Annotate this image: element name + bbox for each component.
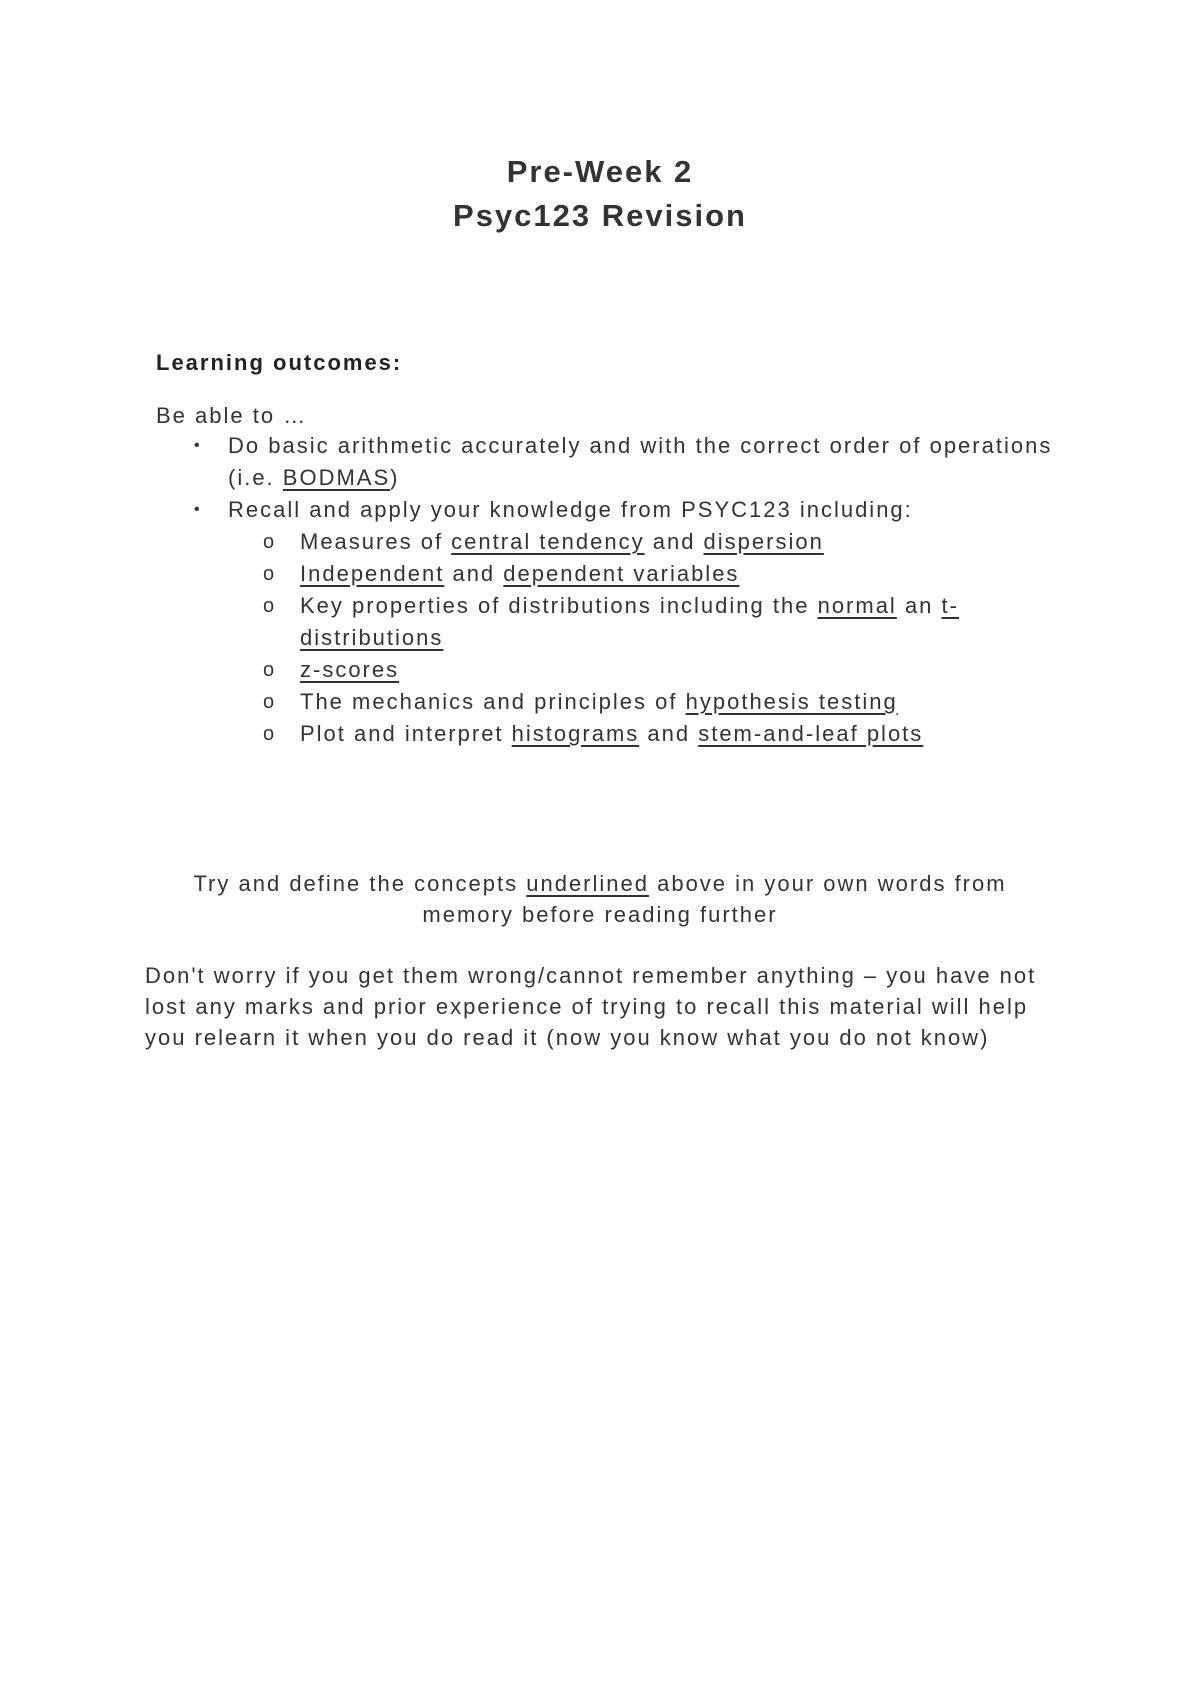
outcomes-list <box>156 430 1056 750</box>
sub-list-item <box>228 590 1056 654</box>
circle-bullet-icon: o <box>263 691 277 713</box>
underlined-term: BODMAS <box>282 465 391 490</box>
item-text: ) <box>390 465 400 490</box>
page-title: Pre-Week 2 <box>506 154 694 189</box>
learning-outcomes-heading: Learning outcomes: <box>156 350 403 375</box>
item-text: Do basic arithmetic accurately and with the correct order of operations (i.e. <box>228 433 1053 490</box>
bullet-icon: • <box>194 501 202 518</box>
list-item <box>156 494 1056 750</box>
item-text: Measures of <box>300 529 452 554</box>
item-text: an <box>896 593 942 618</box>
item-text: and <box>639 721 699 746</box>
try-define-paragraph <box>150 868 1050 930</box>
underlined-term: central tendency <box>451 529 645 554</box>
underlined-term: stem-and-leaf plots <box>698 721 924 746</box>
paragraph-text: Try and define the concepts <box>193 871 527 896</box>
sub-list-item <box>228 654 1056 686</box>
outcomes-intro: Be able to … <box>156 403 308 428</box>
underlined-term: t-distributions <box>300 593 959 650</box>
sub-list-item <box>228 558 1056 590</box>
sub-list-item <box>228 526 1056 558</box>
circle-bullet-icon: o <box>263 531 277 553</box>
underlined-term: histograms <box>511 721 640 746</box>
bullet-icon: • <box>194 437 202 454</box>
circle-bullet-icon: o <box>263 595 277 617</box>
sub-list-item <box>228 686 1056 718</box>
sub-list <box>228 526 1056 750</box>
circle-bullet-icon: o <box>263 563 277 585</box>
paragraph-text: above in your own words from memory before reading further <box>422 871 1007 927</box>
item-text: Plot and interpret <box>300 721 512 746</box>
underlined-term: hypothesis testing <box>685 689 898 714</box>
item-text: and <box>644 529 704 554</box>
item-text: Key properties of distributions including the <box>300 593 818 618</box>
dont-worry-paragraph: Don't worry if you get them wrong/cannot remember anything – you have not lost any marks and prior experience of trying to recall this material will help you relearn it when you do read it (now you know what you do not know) <box>145 963 1037 1050</box>
underlined-term: dispersion <box>703 529 824 554</box>
item-text: and <box>444 561 504 586</box>
sub-list-item <box>228 718 1056 750</box>
page-subtitle: Psyc123 Revision <box>453 198 747 233</box>
item-text: The mechanics and principles of <box>300 689 686 714</box>
title-block <box>0 150 1200 238</box>
list-item <box>156 430 1056 494</box>
item-text: Recall and apply your knowledge from PSYC123 including: <box>228 497 913 522</box>
underlined-term: z-scores <box>300 657 400 682</box>
underlined-term: underlined <box>526 871 649 896</box>
circle-bullet-icon: o <box>263 723 277 745</box>
underlined-term: Independent <box>300 561 445 586</box>
circle-bullet-icon: o <box>263 659 277 681</box>
underlined-term: normal <box>817 593 897 618</box>
underlined-term: dependent variables <box>503 561 740 586</box>
